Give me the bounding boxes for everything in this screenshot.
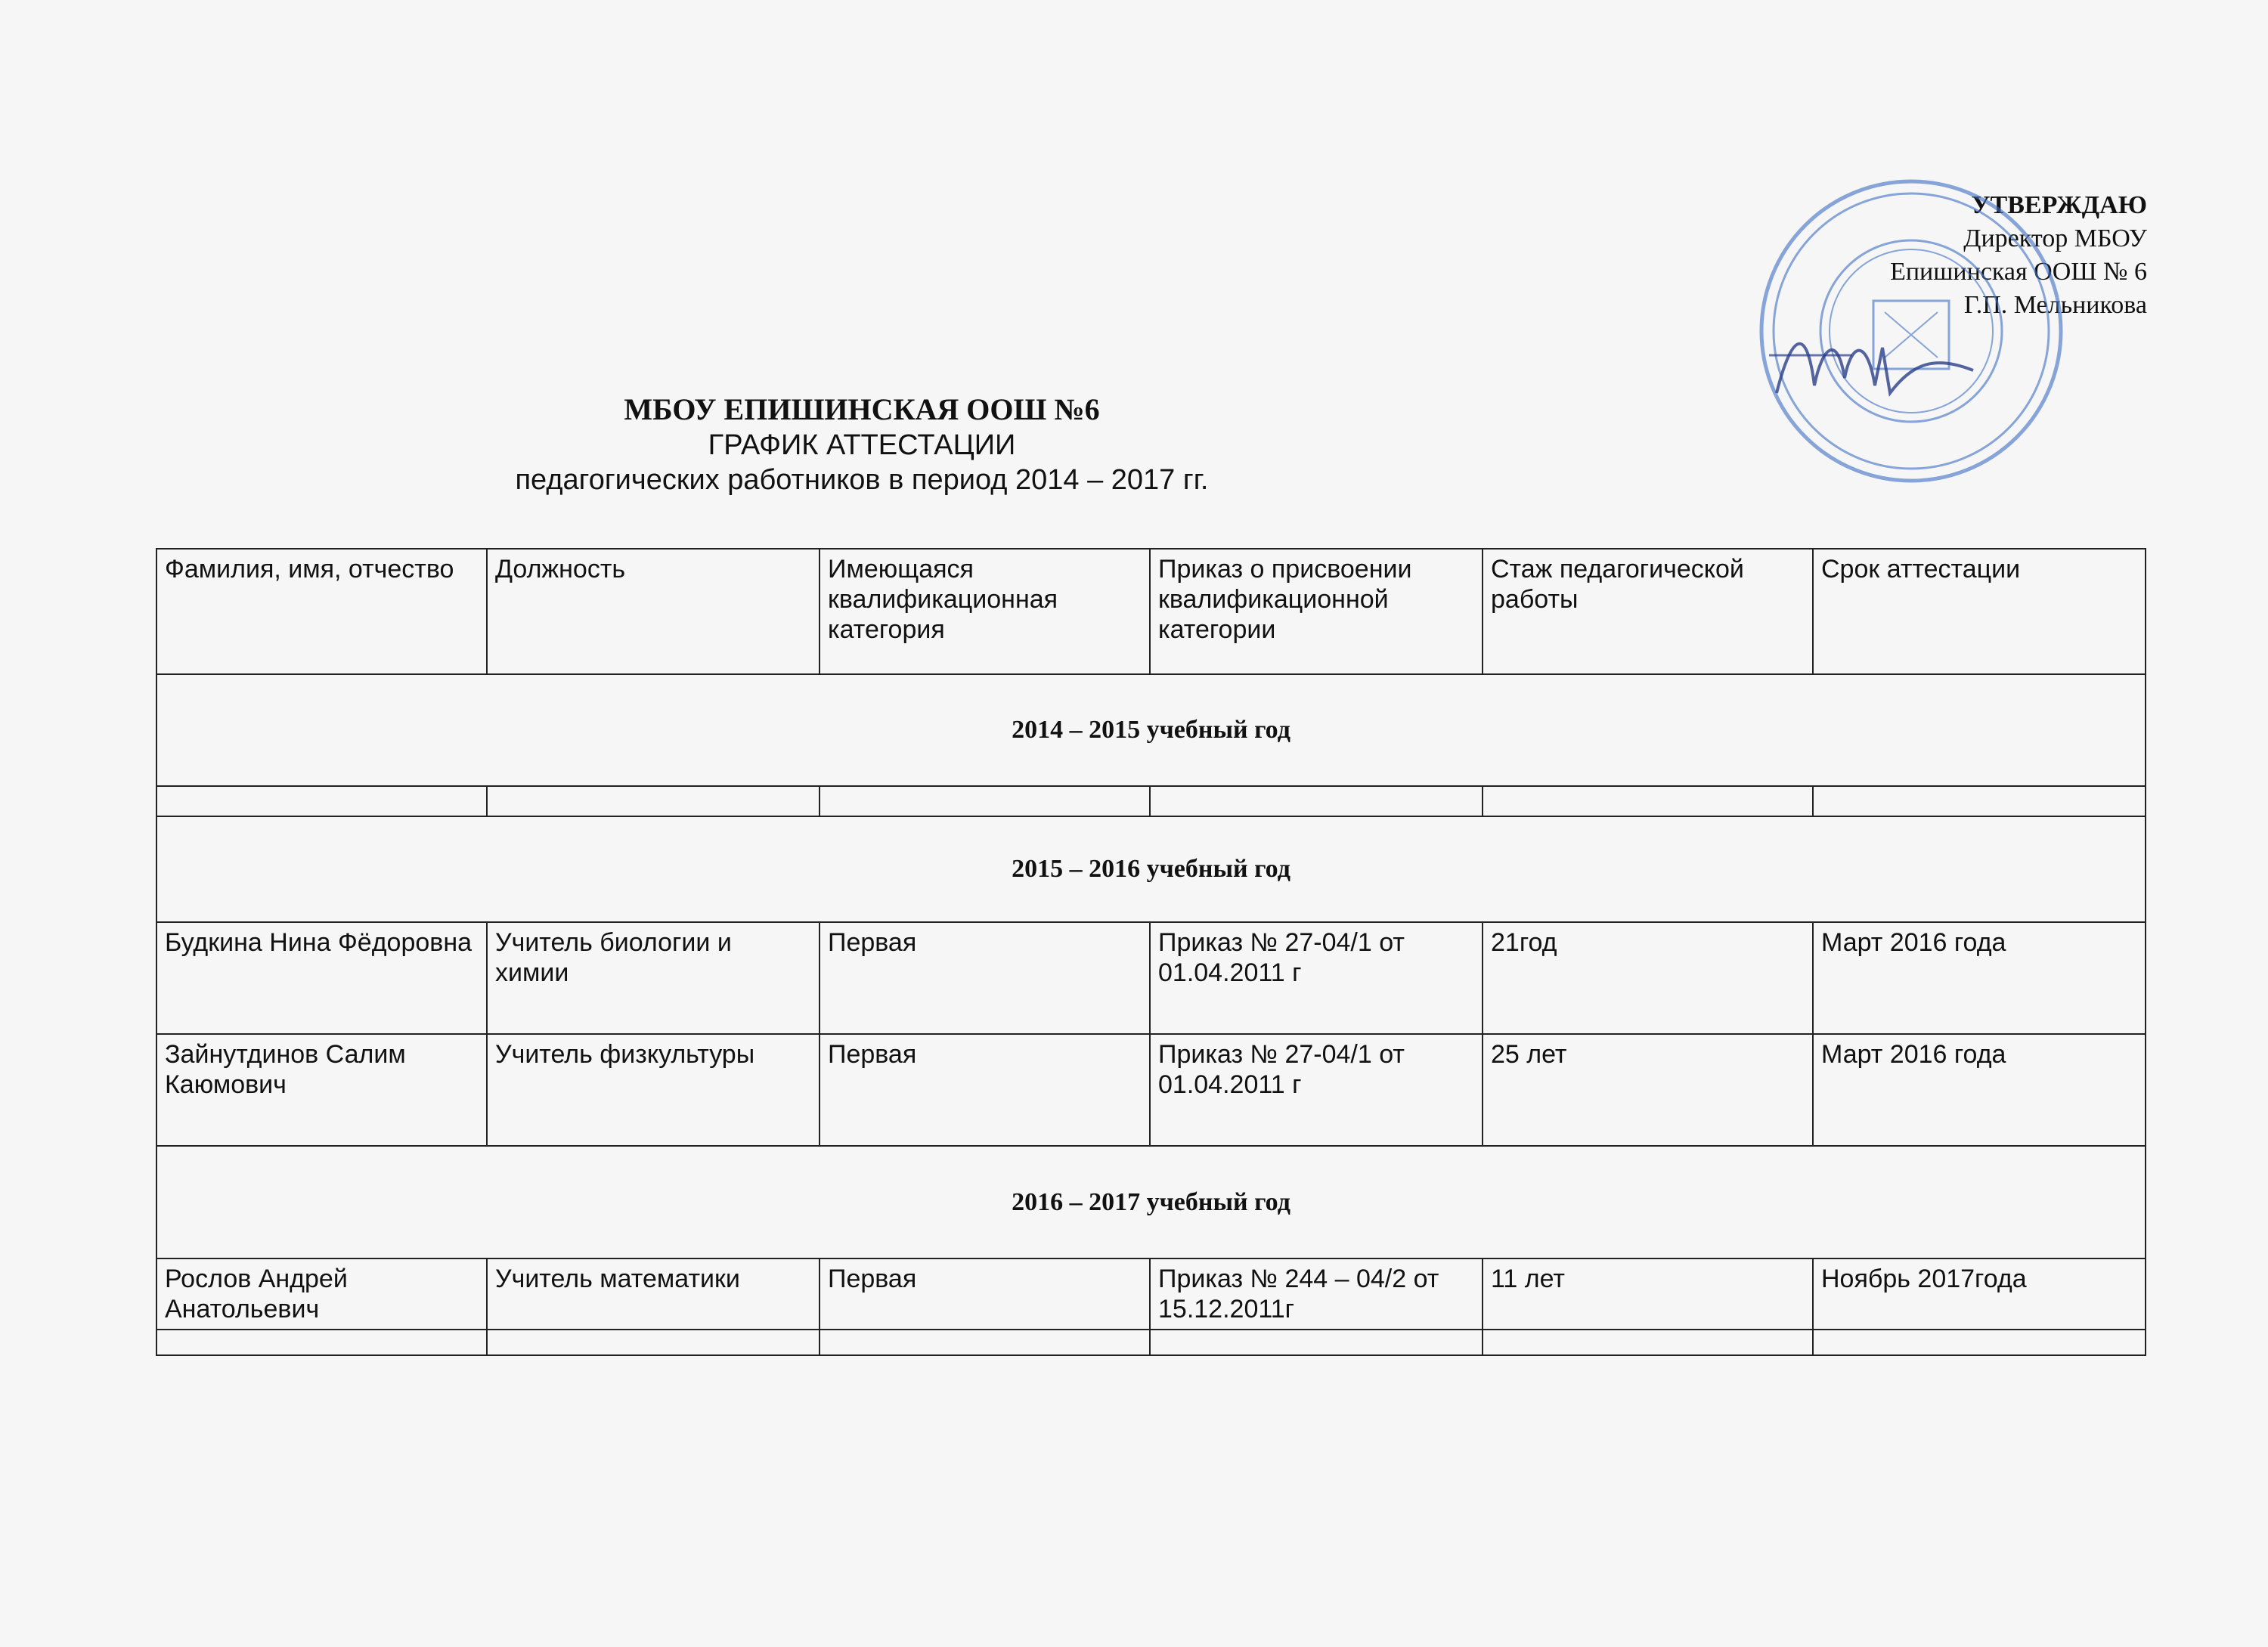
approval-line-2: Епишинская ООШ № 6 (1890, 258, 2147, 286)
table-header-row (156, 549, 2146, 674)
cell-term: Ноябрь 2017года (1813, 1258, 2146, 1330)
year-label-2016: 2016 – 2017 учебный год (156, 1146, 2146, 1258)
cell-category: Первая (820, 922, 1150, 1034)
cell-term: Март 2016 года (1813, 1034, 2146, 1146)
cell-term: Март 2016 года (1813, 922, 2146, 1034)
cell-experience: 11 лет (1483, 1258, 1813, 1330)
cell-order: Приказ № 27-04/1 от 01.04.2011 г (1150, 922, 1483, 1034)
table-cell (487, 1330, 820, 1355)
schedule-title: ГРАФИК АТТЕСТАЦИИ (708, 429, 1016, 461)
table-cell (1483, 786, 1813, 816)
cell-experience: 21год (1483, 922, 1813, 1034)
header-order: Приказ о присвоении квалификационной категории (1150, 549, 1483, 674)
table-cell (1813, 1330, 2146, 1355)
table-cell (487, 786, 820, 816)
year-row (156, 1146, 2146, 1258)
cell-experience: 25 лет (1483, 1034, 1813, 1146)
cell-position: Учитель биологии и химии (487, 922, 820, 1034)
year-label-2015: 2015 – 2016 учебный год (156, 816, 2146, 922)
table-row (156, 1330, 2146, 1355)
cell-category: Первая (820, 1034, 1150, 1146)
table-cell (156, 1330, 487, 1355)
header-category: Имеющаяся квалификационная категория (820, 549, 1150, 674)
table-row (156, 922, 2146, 1034)
organization-title: МБОУ ЕПИШИНСКАЯ ООШ №6 (624, 392, 1100, 426)
cell-order: Приказ № 244 – 04/2 от 15.12.2011г (1150, 1258, 1483, 1330)
table-cell (156, 786, 487, 816)
table-cell (1483, 1330, 1813, 1355)
approval-line-1: Директор МБОУ (1963, 224, 2147, 252)
table-row (156, 1258, 2146, 1330)
table-cell (1150, 786, 1483, 816)
table-cell (820, 786, 1150, 816)
table-row (156, 1034, 2146, 1146)
document-title-block (0, 392, 1724, 497)
cell-name: Зайнутдинов Салим Каюмович (156, 1034, 487, 1146)
table-row (156, 786, 2146, 816)
header-term: Срок аттестации (1813, 549, 2146, 674)
attestation-table (156, 548, 2146, 1356)
table-cell (820, 1330, 1150, 1355)
cell-category: Первая (820, 1258, 1150, 1330)
approval-heading: УТВЕРЖДАЮ (1971, 191, 2147, 219)
header-position: Должность (487, 549, 820, 674)
table-cell (1813, 786, 2146, 816)
cell-name: Рослов Андрей Анатольевич (156, 1258, 487, 1330)
director-signature (1761, 302, 1988, 423)
cell-position: Учитель математики (487, 1258, 820, 1330)
approval-line-3: Г.П. Мельникова (1963, 291, 2147, 319)
table-cell (1150, 1330, 1483, 1355)
cell-name: Будкина Нина Фёдоровна (156, 922, 487, 1034)
cell-order: Приказ № 27-04/1 от 01.04.2011 г (1150, 1034, 1483, 1146)
year-row (156, 816, 2146, 922)
header-experience: Стаж педагогической работы (1483, 549, 1813, 674)
header-name: Фамилия, имя, отчество (156, 549, 487, 674)
year-label-2014: 2014 – 2015 учебный год (156, 674, 2146, 786)
period-title: педагогических работников в период 2014 – 2017 гг. (515, 464, 1209, 496)
cell-position: Учитель физкультуры (487, 1034, 820, 1146)
year-row (156, 674, 2146, 786)
